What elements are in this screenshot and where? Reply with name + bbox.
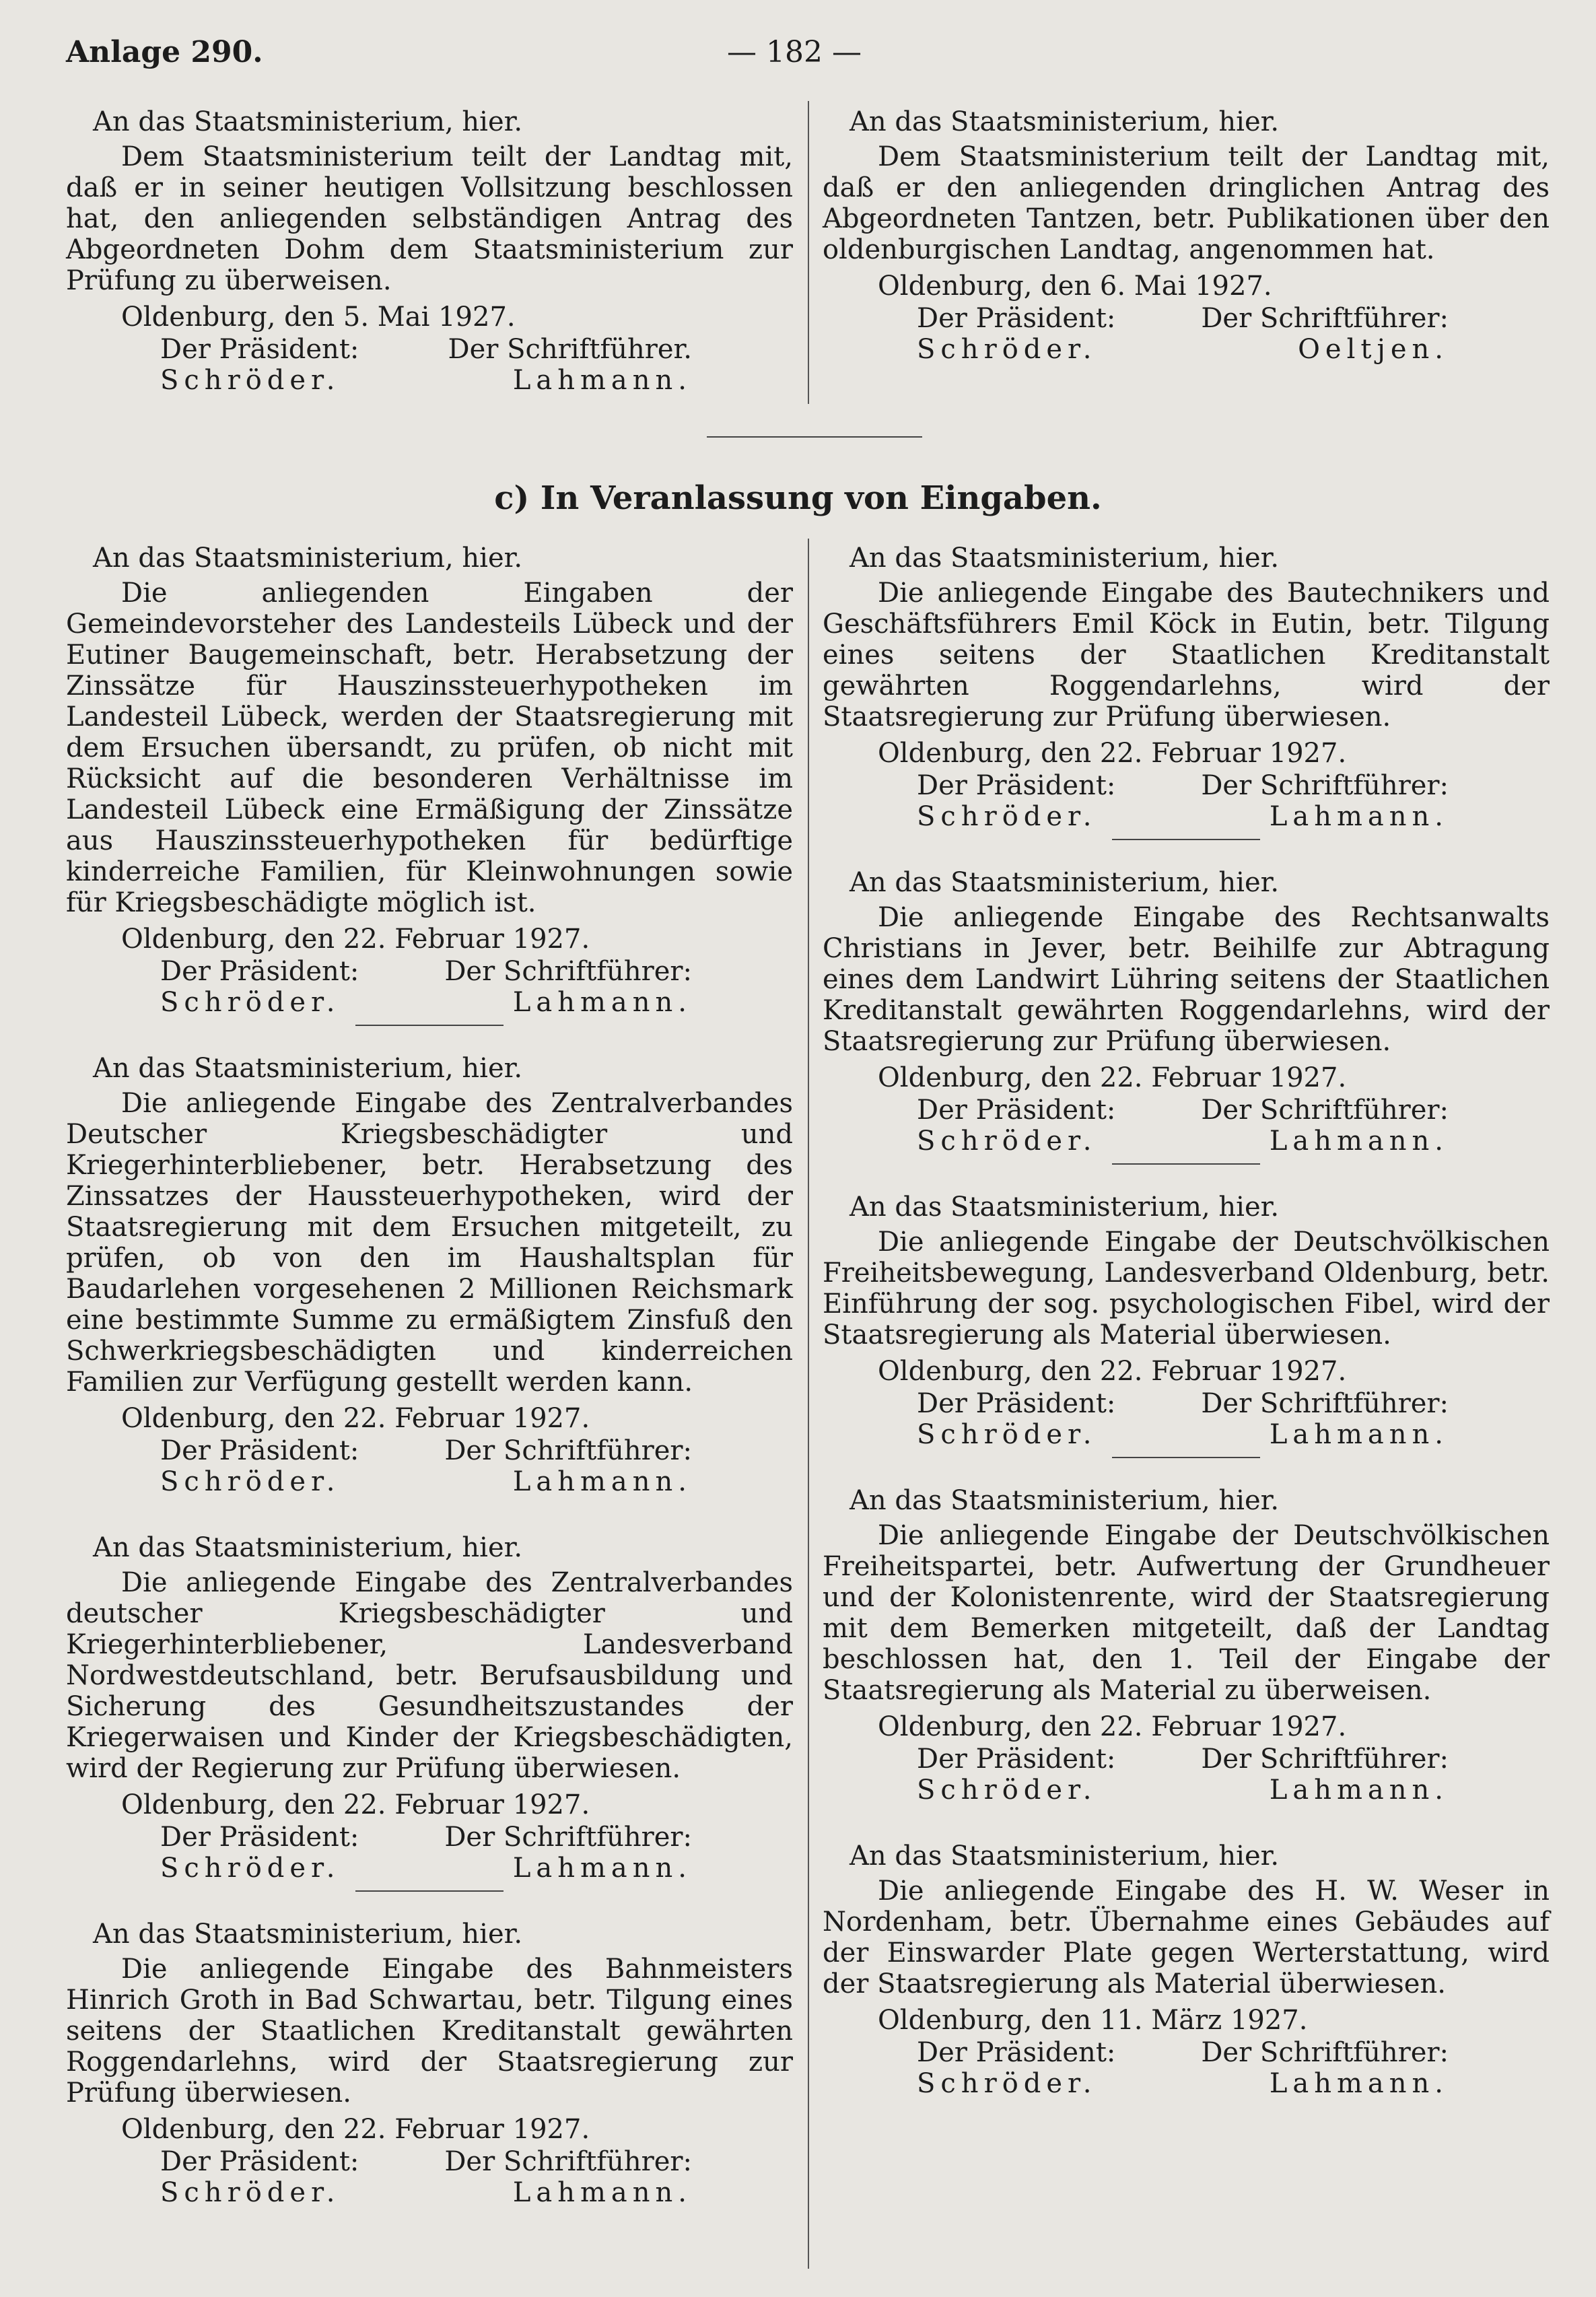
letter-address: An das Staatsministerium, hier. xyxy=(93,1919,523,1950)
letter-entry xyxy=(823,1841,1550,2099)
president-label: Der Präsident: xyxy=(160,334,359,365)
page-number: — 182 — xyxy=(727,35,862,69)
signature-labels xyxy=(823,1095,1550,1126)
signature-labels xyxy=(823,1744,1550,1775)
president-name: Schröder. xyxy=(917,334,1097,365)
letter-body: Die anliegende Eingabe des Bahnmeisters Hinrich Groth in Bad Schwartau, betr. Tilgung eines seitens der Staatlichen Kreditanstalt gewährten Roggendarlehns, wird der Staatsregierung zur Prüfung überwiesen. xyxy=(66,1954,793,2109)
secretary-name: Lahmann. xyxy=(512,2177,692,2208)
letter-date: Oldenburg, den 22. Februar 1927. xyxy=(878,738,1347,769)
column-divider-main xyxy=(808,539,809,2269)
letter-date: Oldenburg, den 11. März 1927. xyxy=(878,2005,1308,2036)
letter-date: Oldenburg, den 22. Februar 1927. xyxy=(878,1062,1347,1093)
signature-labels xyxy=(66,956,793,987)
left-column xyxy=(66,543,793,2208)
secretary-name: Lahmann. xyxy=(512,987,692,1018)
secretary-name: Lahmann. xyxy=(1269,1419,1449,1450)
letter-body: Die anliegende Eingabe des Zentralverbandes deutscher Kriegsbeschädigter und Kriegerhinterbliebener, Landesverband Nordwestdeutschland, betr. Berufsausbildung und Sicherung des Gesundheitszustandes der Kriegerwaisen und Kinder der Kriegsbeschädigten, wird der Regierung zur Prüfung überwiesen. xyxy=(66,1567,793,1784)
letter-top-left xyxy=(66,106,793,396)
signature-names xyxy=(823,801,1550,832)
letter-date: Oldenburg, den 22. Februar 1927. xyxy=(121,2114,590,2145)
letter-address: An das Staatsministerium, hier. xyxy=(93,1532,523,1563)
letter-address: An das Staatsministerium, hier. xyxy=(849,106,1280,137)
letter-date: Oldenburg, den 22. Februar 1927. xyxy=(878,1356,1347,1387)
secretary-name: Lahmann. xyxy=(1269,1775,1449,1806)
letter-entry xyxy=(823,543,1550,840)
letter-body: Dem Staatsministerium teilt der Landtag mit, daß er den anliegenden dringlichen Antrag des Abgeordneten Tantzen, betr. Publikationen über den oldenburgischen Landtag, angenommen hat. xyxy=(823,141,1550,265)
president-label: Der Präsident: xyxy=(917,2037,1116,2068)
secretary-label: Der Schriftführer: xyxy=(1201,770,1449,801)
secretary-label: Der Schriftführer: xyxy=(1201,303,1449,334)
president-name: Schröder. xyxy=(917,2068,1097,2099)
secretary-label: Der Schriftführer: xyxy=(1201,2037,1449,2068)
secretary-label: Der Schriftführer. xyxy=(448,334,692,365)
signature-names xyxy=(66,1853,793,1884)
president-name: Schröder. xyxy=(160,987,341,1018)
letter-body: Die anliegende Eingabe des Rechtsanwalts Christians in Jever, betr. Beihilfe zur Abtragung eines dem Landwirt Lühring seitens der Staatlichen Kreditanstalt gewährten Roggendarlehns, wird der Staatsregierung zur Prüfung überwiesen. xyxy=(823,902,1550,1057)
letter-address: An das Staatsministerium, hier. xyxy=(849,1841,1280,1872)
signature-labels xyxy=(823,1388,1550,1419)
letter-entry xyxy=(66,1053,793,1505)
letter-address: An das Staatsministerium, hier. xyxy=(849,1485,1280,1516)
letter-address: An das Staatsministerium, hier. xyxy=(93,106,523,137)
letter-body: Die anliegende Eingabe des Zentralverbandes Deutscher Kriegsbeschädigter und Kriegerhinterbliebener, betr. Herabsetzung des Zinssatzes der Haussteuerhypotheken, wird der Staatsregierung mit dem Ersuchen mitgeteilt, zu prüfen, ob von den im Haushaltsplan für Baudarlehen vorgesehenen 2 Millionen Reichsmark eine bestimmte Summe zu ermäßigtem Zinsfuß den Schwerkriegsbeschädigten und kinderreichen Familien zur Verfügung gestellt werden kann. xyxy=(66,1088,793,1398)
letter-entry xyxy=(823,1485,1550,1814)
president-label: Der Präsident: xyxy=(917,303,1116,334)
secretary-name: Lahmann. xyxy=(1269,801,1449,832)
letter-date: Oldenburg, den 22. Februar 1927. xyxy=(121,1403,590,1434)
signature-labels xyxy=(823,303,1550,334)
letter-date: Oldenburg, den 22. Februar 1927. xyxy=(121,1789,590,1820)
entry-separator xyxy=(1112,1457,1260,1458)
president-label: Der Präsident: xyxy=(160,1822,359,1853)
president-label: Der Präsident: xyxy=(917,770,1116,801)
president-label: Der Präsident: xyxy=(917,1388,1116,1419)
signature-labels xyxy=(66,334,793,365)
signature-names xyxy=(66,2177,793,2208)
entry-separator xyxy=(1112,1163,1260,1165)
secretary-label: Der Schriftführer: xyxy=(1201,1388,1449,1419)
president-label: Der Präsident: xyxy=(160,2146,359,2177)
signature-labels xyxy=(823,2037,1550,2068)
letter-body: Die anliegende Eingabe des Bautechnikers und Geschäftsführers Emil Köck in Eutin, betr. Tilgung eines seitens der Staatlichen Kreditanstalt gewährten Roggendarlehns, wird der Staatsregierung zur Prüfung überwiesen. xyxy=(823,578,1550,732)
letter-date: Oldenburg, den 22. Februar 1927. xyxy=(878,1711,1347,1742)
letter-address: An das Staatsministerium, hier. xyxy=(849,1192,1280,1223)
letter-address: An das Staatsministerium, hier. xyxy=(849,543,1280,574)
president-name: Schröder. xyxy=(160,2177,341,2208)
letter-date: Oldenburg, den 22. Februar 1927. xyxy=(121,924,590,955)
signature-labels xyxy=(66,1822,793,1853)
signature-names xyxy=(66,365,793,396)
letter-date: Oldenburg, den 5. Mai 1927. xyxy=(121,302,516,333)
section-divider xyxy=(707,436,922,438)
president-label: Der Präsident: xyxy=(160,956,359,987)
signature-names xyxy=(66,1466,793,1497)
signature-names xyxy=(823,1126,1550,1157)
letter-body: Die anliegende Eingabe der Deutschvölkischen Freiheitsbewegung, Landesverband Oldenburg, betr. Einführung der sog. psychologischen Fibel, wird der Staatsregierung als Material überwiesen. xyxy=(823,1227,1550,1350)
president-name: Schröder. xyxy=(917,1419,1097,1450)
letter-entry xyxy=(66,1919,793,2208)
letter-body: Die anliegenden Eingaben der Gemeindevorsteher des Landesteils Lübeck und der Eutiner Baugemeinschaft, betr. Herabsetzung der Zinssätze für Hauszinssteuerhypotheken im Landesteil Lübeck, werden der Staatsregierung mit dem Ersuchen übersandt, zu prüfen, ob nicht mit Rücksicht auf die besonderen Verhältnisse im Landesteil Lübeck eine Ermäßigung der Zinssätze aus Hauszinssteuerhypotheken für bedürftige kinderreiche Familien, für Kleinwohnungen sowie für Kriegsbeschädigte möglich ist. xyxy=(66,578,793,918)
signature-labels xyxy=(66,1435,793,1466)
letter-entry xyxy=(66,1532,793,1892)
letter-date: Oldenburg, den 6. Mai 1927. xyxy=(878,271,1272,302)
signature-names xyxy=(823,1419,1550,1450)
secretary-label: Der Schriftführer: xyxy=(444,2146,692,2177)
secretary-name: Lahmann. xyxy=(1269,2068,1449,2099)
president-name: Schröder. xyxy=(160,1466,341,1497)
secretary-name: Oeltjen. xyxy=(1298,334,1449,365)
column-divider-top xyxy=(808,101,809,404)
secretary-label: Der Schriftführer: xyxy=(444,956,692,987)
signature-names xyxy=(823,334,1550,365)
president-name: Schröder. xyxy=(160,1853,341,1884)
secretary-name: Lahmann. xyxy=(512,365,692,396)
president-name: Schröder. xyxy=(917,1775,1097,1806)
appendix-number: Anlage 290. xyxy=(66,35,263,69)
letter-address: An das Staatsministerium, hier. xyxy=(93,543,523,574)
secretary-name: Lahmann. xyxy=(512,1853,692,1884)
president-label: Der Präsident: xyxy=(917,1744,1116,1775)
letter-body: Die anliegende Eingabe der Deutschvölkischen Freiheitspartei, betr. Aufwertung der Grundheuer und der Kolonistenrente, wird der Staatsregierung mit dem Bemerken mitgeteilt, daß der Landtag beschlossen hat, den 1. Teil der Eingabe der Staatsregierung als Material zu überweisen. xyxy=(823,1520,1550,1706)
letter-entry xyxy=(66,543,793,1026)
president-label: Der Präsident: xyxy=(917,1095,1116,1126)
entry-separator xyxy=(1112,839,1260,840)
letter-body: Dem Staatsministerium teilt der Landtag mit, daß er in seiner heutigen Vollsitzung beschlossen hat, den anliegenden selbständigen Antrag des Abgeordneten Dohm dem Staatsministerium zur Prüfung zu überweisen. xyxy=(66,141,793,296)
letter-entry xyxy=(823,1192,1550,1458)
secretary-name: Lahmann. xyxy=(1269,1126,1449,1157)
right-column xyxy=(823,543,1550,2099)
letter-address: An das Staatsministerium, hier. xyxy=(93,1053,523,1084)
signature-names xyxy=(823,1775,1550,1806)
secretary-label: Der Schriftführer: xyxy=(1201,1095,1449,1126)
secretary-label: Der Schriftführer: xyxy=(444,1435,692,1466)
signature-labels xyxy=(66,2146,793,2177)
secretary-label: Der Schriftführer: xyxy=(1201,1744,1449,1775)
president-name: Schröder. xyxy=(160,365,341,396)
entry-separator xyxy=(355,1025,504,1026)
signature-labels xyxy=(823,770,1550,801)
entry-separator xyxy=(355,1890,504,1892)
letter-body: Die anliegende Eingabe des H. W. Weser in Nordenham, betr. Übernahme eines Gebäudes auf der Einswarder Plate gegen Werterstattung, wird der Staatsregierung als Material überwiesen. xyxy=(823,1876,1550,1999)
secretary-name: Lahmann. xyxy=(512,1466,692,1497)
section-heading: c) In Veranlassung von Eingaben. xyxy=(494,479,1102,517)
president-label: Der Präsident: xyxy=(160,1435,359,1466)
president-name: Schröder. xyxy=(917,801,1097,832)
signature-names xyxy=(66,987,793,1018)
letter-top-right xyxy=(823,106,1550,365)
secretary-label: Der Schriftführer: xyxy=(444,1822,692,1853)
signature-names xyxy=(823,2068,1550,2099)
president-name: Schröder. xyxy=(917,1126,1097,1157)
letter-address: An das Staatsministerium, hier. xyxy=(849,867,1280,898)
letter-entry xyxy=(823,867,1550,1165)
